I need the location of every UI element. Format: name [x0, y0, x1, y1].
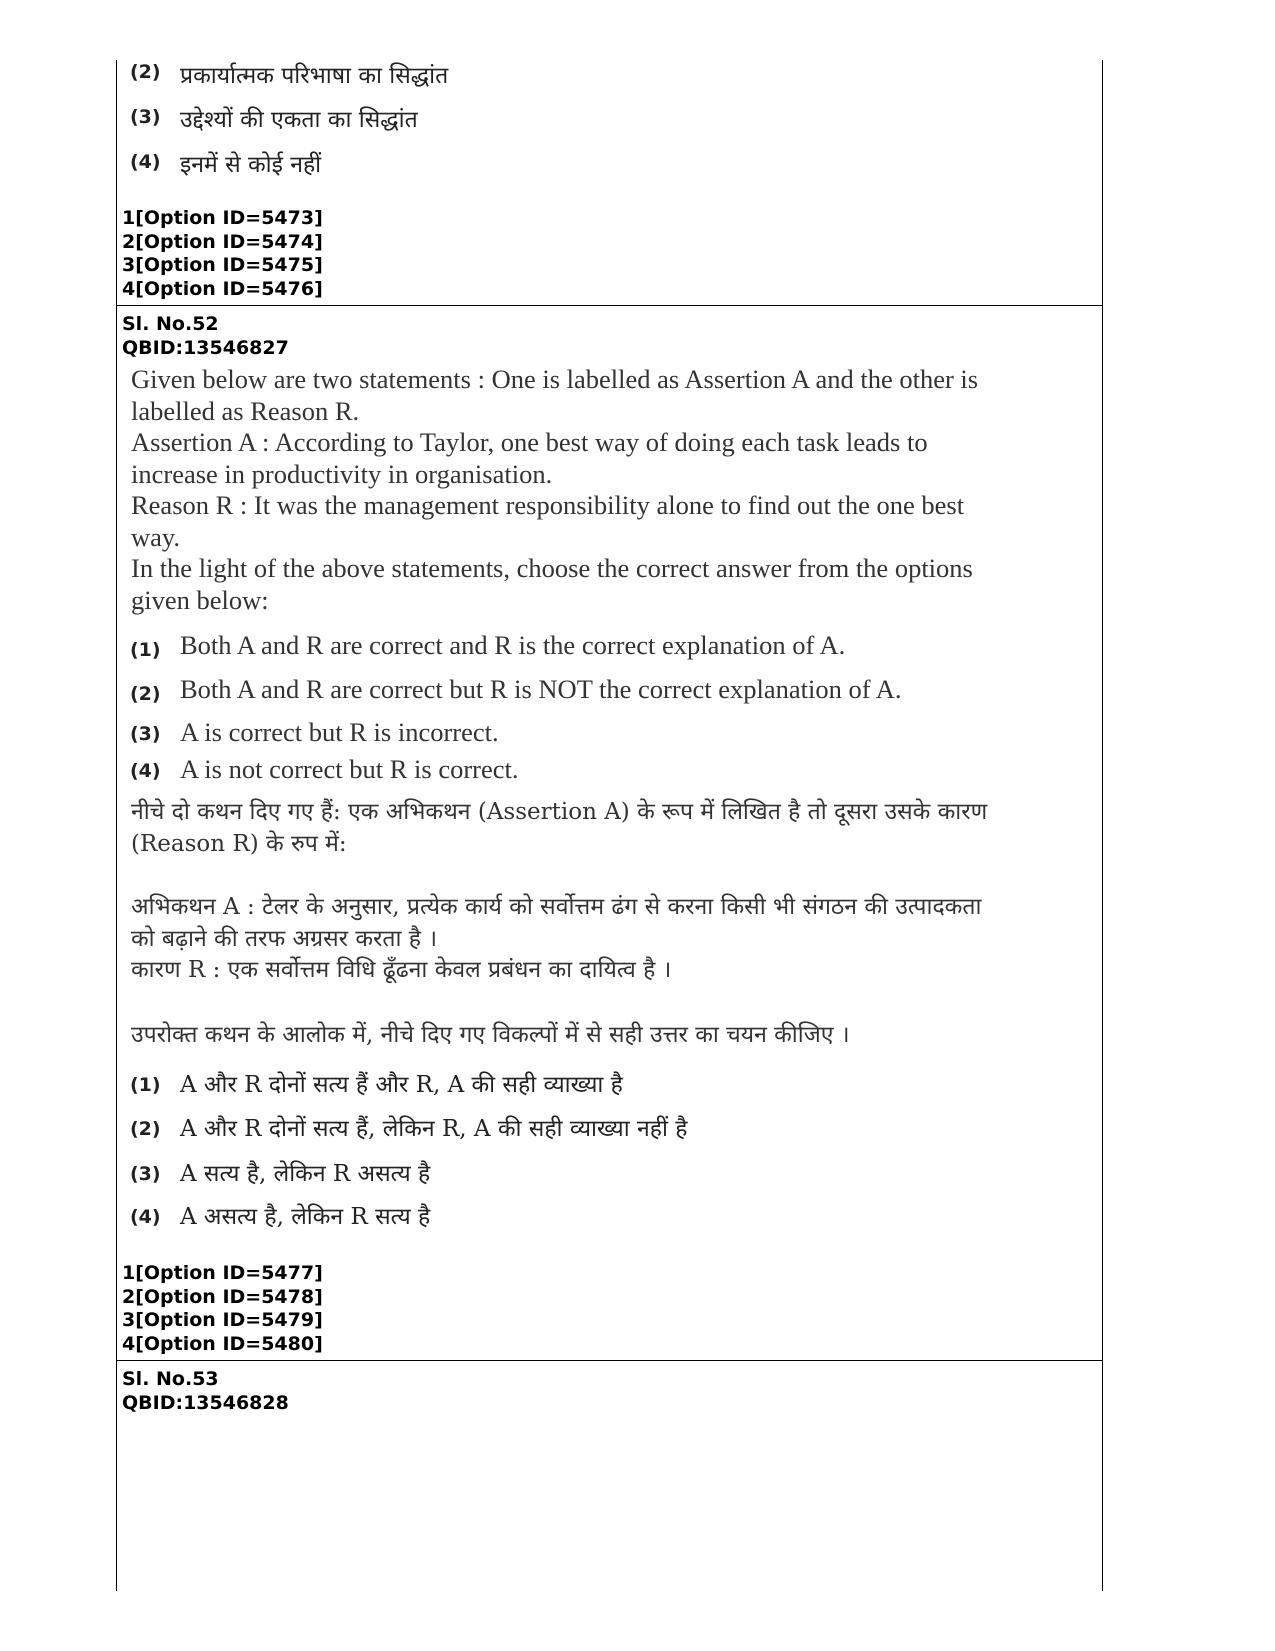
stem-line: अभिकथन A : टेलर के अनुसार, प्रत्येक कार्य को सर्वोत्तम ढंग से करना किसी भी संगठन की उत्पादकता: [131, 894, 982, 920]
option-text: Both A and R are correct but R is NOT the correct explanation of A.: [180, 674, 902, 704]
option-text: प्रकार्यात्मक परिभाषा का सिद्धांत: [180, 63, 449, 89]
qbid: QBID:13546827: [122, 336, 289, 359]
row-divider: [116, 305, 1103, 306]
option-text: A असत्य है, लेकिन R सत्य है: [180, 1204, 431, 1230]
stem-line: labelled as Reason R.: [131, 395, 360, 426]
stem-line: Assertion A : According to Taylor, one best way of doing each task leads to: [131, 427, 928, 457]
stem-line: In the light of the above statements, choose the correct answer from the options: [131, 553, 973, 583]
option-number: (1): [130, 639, 161, 661]
option-id: 4[Option ID=5476]: [122, 277, 323, 300]
option-number: (4): [130, 151, 161, 173]
option-text: A is not correct but R is correct.: [180, 754, 519, 784]
stem-line: way.: [131, 521, 181, 552]
stem-line: (Reason R) के रुप में:: [131, 830, 347, 857]
q52-hindi-assertion: [131, 892, 981, 987]
option-number: (2): [130, 683, 161, 705]
option-text: उद्देश्यों की एकता का सिद्धांत: [180, 107, 418, 133]
serial-number: Sl. No.52: [122, 313, 219, 335]
option-id: 4[Option ID=5480]: [122, 1332, 323, 1355]
option-number: (3): [130, 1163, 161, 1185]
stem-line: Reason R : It was the management responsibility alone to find out the one best: [131, 490, 965, 520]
q53-header: [122, 1368, 289, 1415]
option-id: 2[Option ID=5474]: [122, 230, 323, 253]
option-id: 1[Option ID=5477]: [122, 1262, 323, 1284]
q52-header: [122, 313, 289, 360]
stem-line: कारण R : एक सर्वोत्तम विधि ढूँढना केवल प्रबंधन का दायित्व है ।: [131, 957, 672, 983]
q52-english-stem: [131, 364, 978, 616]
option-number: (4): [130, 760, 161, 782]
option-text: A और R दोनों सत्य हैं, लेकिन R, A की सही व्याख्या नहीं है: [180, 1116, 688, 1142]
option-number: (2): [130, 1118, 161, 1140]
stem-line: नीचे दो कथन दिए गए हैं: एक अभिकथन (Assertion A) के रूप में लिखित है तो दूसरा उसके कारण: [131, 799, 988, 825]
option-id: 2[Option ID=5478]: [122, 1285, 323, 1308]
option-id: 1[Option ID=5473]: [122, 207, 323, 229]
stem-line: Given below are two statements : One is labelled as Assertion A and the other is: [131, 364, 979, 394]
option-id: 3[Option ID=5479]: [122, 1309, 323, 1331]
serial-number: Sl. No.53: [122, 1368, 219, 1390]
stem-line: increase in productivity in organisation.: [131, 458, 553, 489]
option-text: A सत्य है, लेकिन R असत्य है: [180, 1161, 431, 1187]
option-id: 3[Option ID=5475]: [122, 254, 323, 276]
option-text: Both A and R are correct and R is the correct explanation of A.: [180, 630, 846, 660]
qbid: QBID:13546828: [122, 1391, 289, 1414]
row-divider: [116, 1360, 1103, 1361]
option-number: (3): [130, 106, 161, 128]
q52-hindi-intro: [131, 797, 987, 860]
option-number: (2): [130, 61, 161, 83]
option-number: (4): [130, 1206, 161, 1228]
option-text: इनमें से कोई नहीं: [180, 152, 322, 178]
option-number: (3): [130, 723, 161, 745]
option-text: A और R दोनों सत्य हैं और R, A की सही व्याख्या है: [180, 1072, 623, 1098]
option-text: A is correct but R is incorrect.: [180, 717, 499, 747]
option-number: (1): [130, 1074, 161, 1096]
stem-line: को बढ़ाने की तरफ अग्रसर करता है ।: [131, 925, 438, 952]
prev-option-ids: [122, 207, 323, 301]
stem-line: given below:: [131, 584, 269, 615]
q52-option-ids: [122, 1262, 323, 1356]
q52-hindi-question: उपरोक्त कथन के आलोक में, नीचे दिए गए विकल्पों में से सही उत्तर का चयन कीजिए ।: [131, 1022, 850, 1048]
